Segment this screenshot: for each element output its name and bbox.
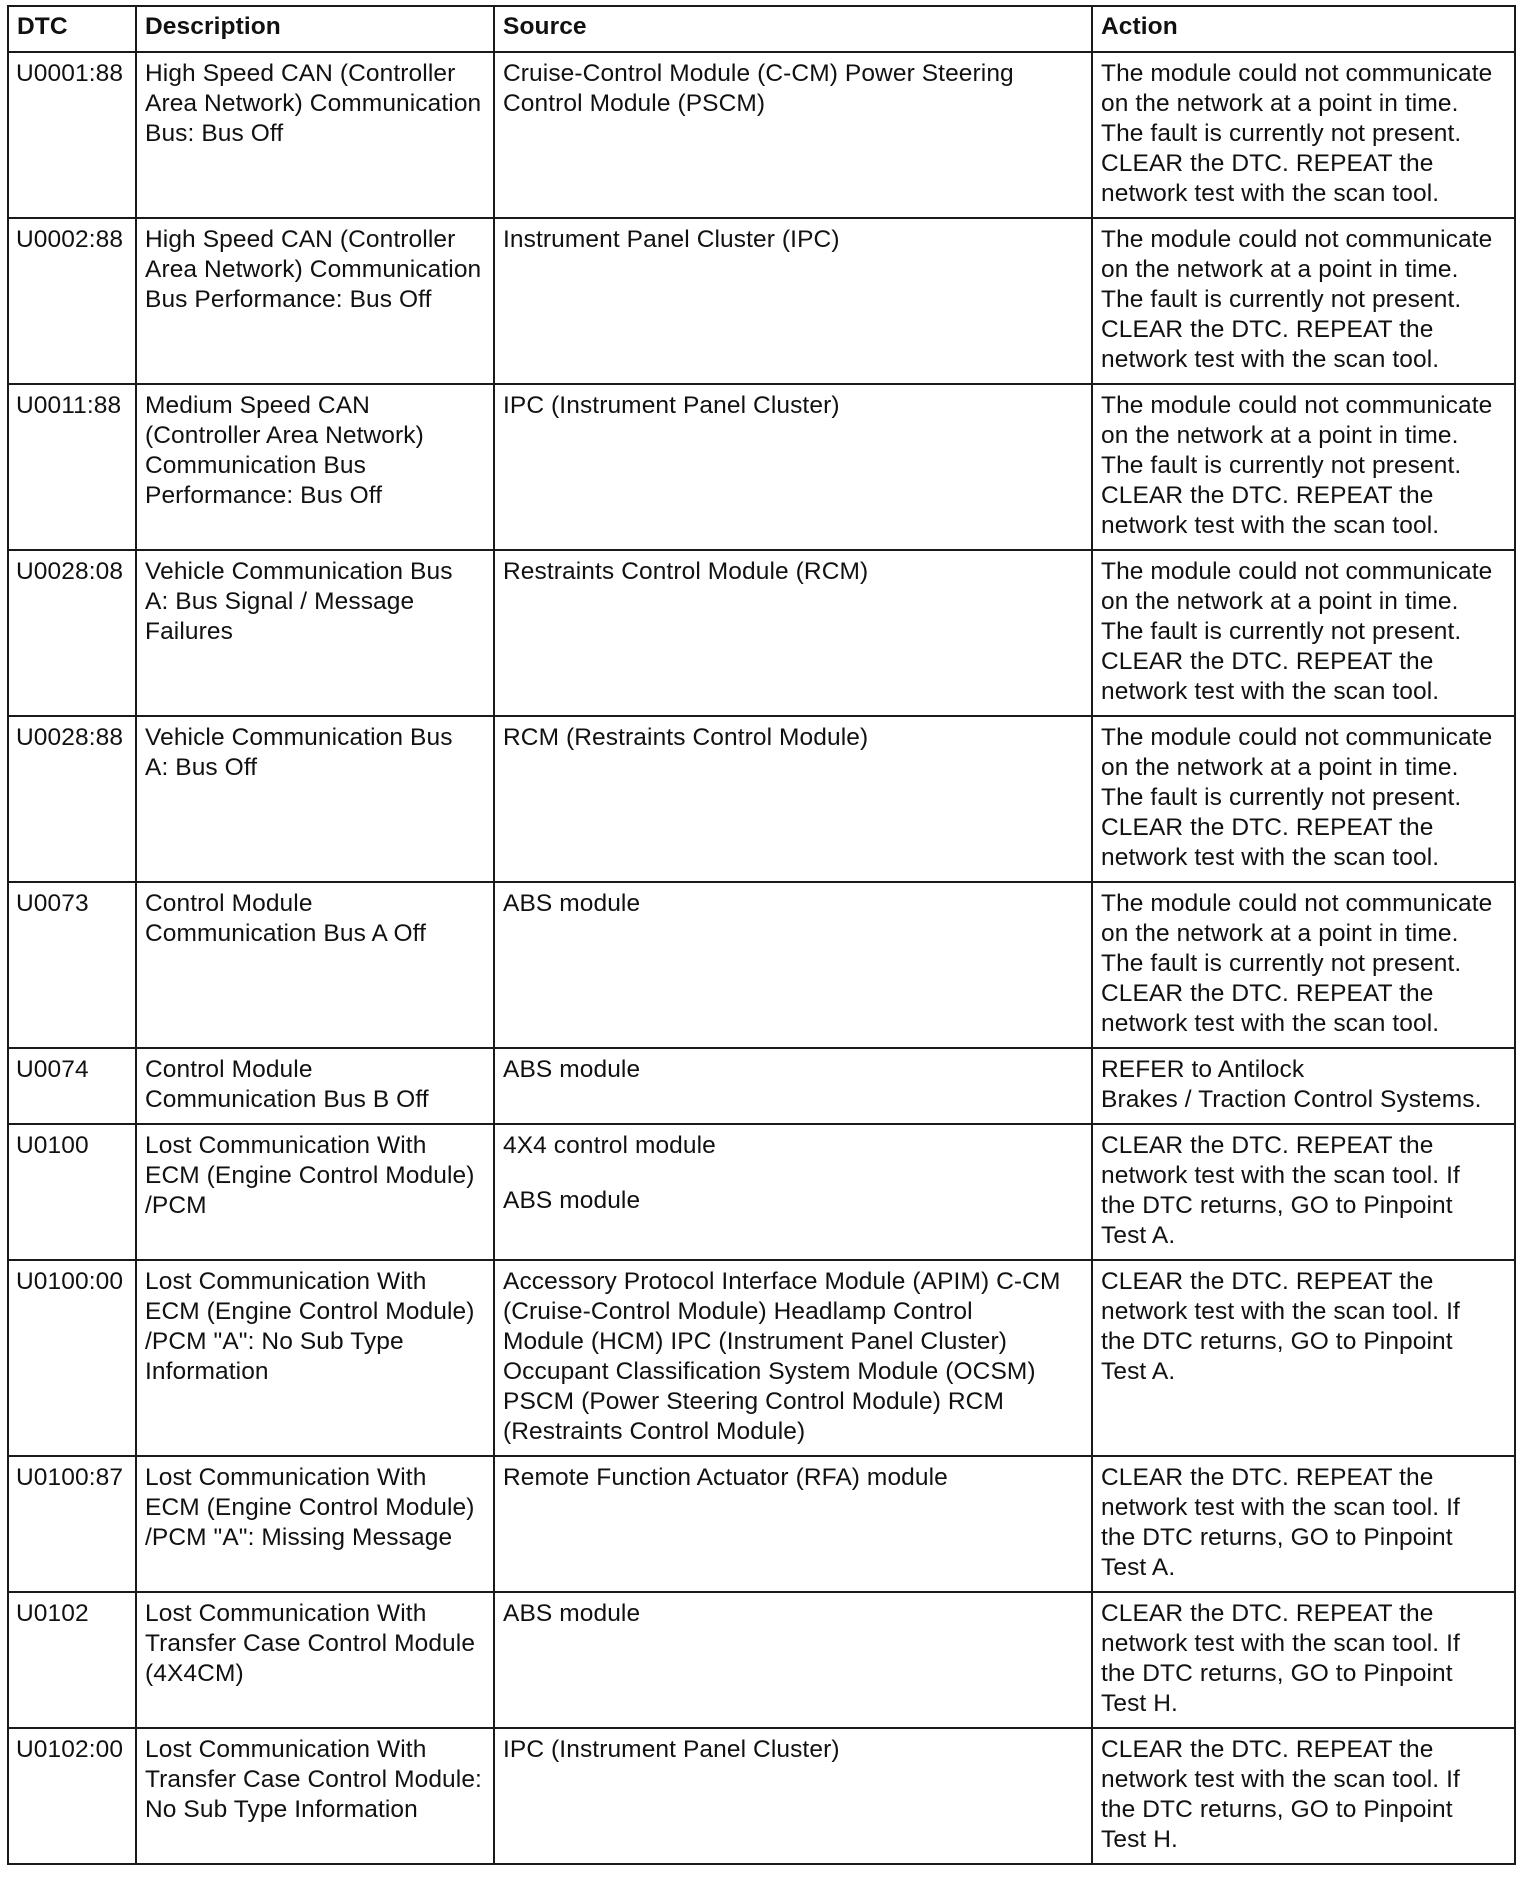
- dtc-code: U0011:88: [8, 384, 136, 550]
- dtc-action: REFER to Antilock Brakes / Traction Control Systems.: [1092, 1048, 1515, 1124]
- dtc-action: The module could not communicate on the network at a point in time. The fault is currently not present. CLEAR the DTC. REPEAT the network test with the scan tool.: [1092, 384, 1515, 550]
- dtc-source: [494, 1124, 1092, 1260]
- dtc-code: U0100:00: [8, 1260, 136, 1456]
- header-row: [8, 6, 1515, 52]
- dtc-source: [494, 1728, 1092, 1864]
- dtc-source: [494, 882, 1092, 1048]
- table-row: [8, 1124, 1515, 1260]
- source-line: ABS module: [503, 1056, 641, 1083]
- dtc-action: CLEAR the DTC. REPEAT the network test with the scan tool. If the DTC returns, GO to Pinpoint Test A.: [1092, 1456, 1515, 1592]
- dtc-source: [494, 384, 1092, 550]
- dtc-description: Control Module Communication Bus B Off: [136, 1048, 494, 1124]
- source-line: ABS module: [503, 1187, 641, 1214]
- dtc-code: U0002:88: [8, 218, 136, 384]
- table-row: [8, 550, 1515, 716]
- table-row: [8, 1728, 1515, 1864]
- table-row: [8, 1592, 1515, 1728]
- source-line: Instrument Panel Cluster (IPC): [503, 226, 840, 253]
- dtc-action: The module could not communicate on the network at a point in time. The fault is currently not present. CLEAR the DTC. REPEAT the network test with the scan tool.: [1092, 52, 1515, 218]
- table-row: [8, 1048, 1515, 1124]
- dtc-source: [494, 218, 1092, 384]
- source-line: IPC (Instrument Panel Cluster): [503, 1736, 840, 1763]
- table-row: [8, 882, 1515, 1048]
- dtc-description: Control Module Communication Bus A Off: [136, 882, 494, 1048]
- dtc-description: Medium Speed CAN (Controller Area Network) Communication Bus Performance: Bus Off: [136, 384, 494, 550]
- dtc-action: The module could not communicate on the network at a point in time. The fault is currently not present. CLEAR the DTC. REPEAT the network test with the scan tool.: [1092, 716, 1515, 882]
- header-dtc: DTC: [8, 6, 136, 52]
- source-line: RCM (Restraints Control Module): [503, 724, 869, 751]
- dtc-description: High Speed CAN (Controller Area Network) Communication Bus Performance: Bus Off: [136, 218, 494, 384]
- dtc-source: [494, 550, 1092, 716]
- dtc-source: [494, 52, 1092, 218]
- dtc-code: U0102:00: [8, 1728, 136, 1864]
- dtc-description: High Speed CAN (Controller Area Network) Communication Bus: Bus Off: [136, 52, 494, 218]
- table-row: [8, 218, 1515, 384]
- dtc-description: Vehicle Communication Bus A: Bus Off: [136, 716, 494, 882]
- dtc-source: [494, 716, 1092, 882]
- dtc-code: U0028:08: [8, 550, 136, 716]
- dtc-source: [494, 1048, 1092, 1124]
- dtc-source: [494, 1592, 1092, 1728]
- dtc-action: CLEAR the DTC. REPEAT the network test with the scan tool. If the DTC returns, GO to Pinpoint Test H.: [1092, 1728, 1515, 1864]
- dtc-action: The module could not communicate on the network at a point in time. The fault is currently not present. CLEAR the DTC. REPEAT the network test with the scan tool.: [1092, 218, 1515, 384]
- source-line: 4X4 control module: [503, 1132, 716, 1159]
- dtc-description: Lost Communication With Transfer Case Control Module: No Sub Type Information: [136, 1728, 494, 1864]
- dtc-table: [7, 5, 1516, 1865]
- dtc-code: U0100: [8, 1124, 136, 1260]
- source-line: Accessory Protocol Interface Module (APIM) C-CM (Cruise-Control Module) Headlamp Control Module (HCM) IPC (Instrument Panel Cluster) Occupant Classification System Module (OCSM) PSCM (Power Steering Control Module) RCM (Restraints Control Module): [503, 1268, 1061, 1445]
- source-line: IPC (Instrument Panel Cluster): [503, 392, 840, 419]
- table-header: [8, 6, 1515, 52]
- header-source: Source: [494, 6, 1092, 52]
- dtc-action: CLEAR the DTC. REPEAT the network test with the scan tool. If the DTC returns, GO to Pinpoint Test A.: [1092, 1124, 1515, 1260]
- header-action: Action: [1092, 6, 1515, 52]
- dtc-description: Lost Communication With ECM (Engine Control Module) /PCM "A": Missing Message: [136, 1456, 494, 1592]
- dtc-description: Vehicle Communication Bus A: Bus Signal / Message Failures: [136, 550, 494, 716]
- table-row: [8, 716, 1515, 882]
- source-line: Restraints Control Module (RCM): [503, 558, 869, 585]
- source-line: Remote Function Actuator (RFA) module: [503, 1464, 948, 1491]
- dtc-source: [494, 1260, 1092, 1456]
- dtc-code: U0100:87: [8, 1456, 136, 1592]
- dtc-code: U0074: [8, 1048, 136, 1124]
- source-line: ABS module: [503, 890, 641, 917]
- table-row: [8, 52, 1515, 218]
- dtc-code: U0028:88: [8, 716, 136, 882]
- dtc-code: U0073: [8, 882, 136, 1048]
- dtc-action: The module could not communicate on the network at a point in time. The fault is currently not present. CLEAR the DTC. REPEAT the network test with the scan tool.: [1092, 882, 1515, 1048]
- table-row: [8, 1456, 1515, 1592]
- table-row: [8, 384, 1515, 550]
- dtc-source: [494, 1456, 1092, 1592]
- table-row: [8, 1260, 1515, 1456]
- header-description: Description: [136, 6, 494, 52]
- dtc-action: The module could not communicate on the network at a point in time. The fault is currently not present. CLEAR the DTC. REPEAT the network test with the scan tool.: [1092, 550, 1515, 716]
- dtc-action: CLEAR the DTC. REPEAT the network test with the scan tool. If the DTC returns, GO to Pinpoint Test H.: [1092, 1592, 1515, 1728]
- source-line: ABS module: [503, 1600, 641, 1627]
- dtc-description: Lost Communication With ECM (Engine Control Module) /PCM: [136, 1124, 494, 1260]
- dtc-code: U0102: [8, 1592, 136, 1728]
- dtc-description: Lost Communication With ECM (Engine Control Module) /PCM "A": No Sub Type Information: [136, 1260, 494, 1456]
- dtc-description: Lost Communication With Transfer Case Control Module (4X4CM): [136, 1592, 494, 1728]
- source-line: Cruise-Control Module (C-CM) Power Steering Control Module (PSCM): [503, 60, 1014, 117]
- document-page: [7, 5, 1514, 1865]
- dtc-action: CLEAR the DTC. REPEAT the network test with the scan tool. If the DTC returns, GO to Pinpoint Test A.: [1092, 1260, 1515, 1456]
- table-body: [8, 52, 1515, 1864]
- dtc-code: U0001:88: [8, 52, 136, 218]
